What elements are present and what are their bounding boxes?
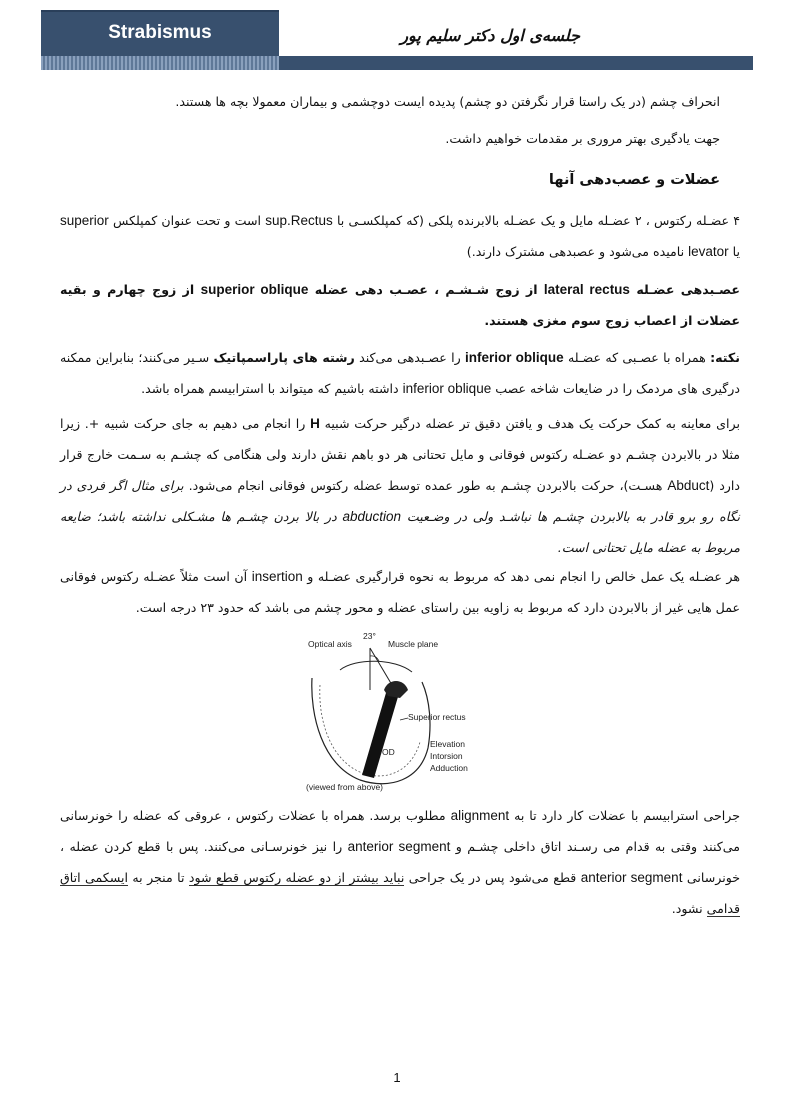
paragraph-innervation: عصـبدهی عضـله lateral rectus از زوج شـشـم ، عصـب دهی عضله superior oblique از زوج چهارم و بقیه عضلات از اعصاب زوج سوم مغزی هستند. — [60, 282, 741, 328]
header-title-box — [41, 10, 279, 58]
superior-rectus-figure — [300, 630, 500, 795]
superior-rectus-muscle — [362, 686, 400, 778]
cornea-curve — [340, 661, 412, 672]
label-od: OD — [382, 747, 395, 757]
paragraph-intro: انحراف چشم (در یک راستا قرار نگرفتن دو چشم) پدیده ایست دوچشمی و بیماران معمولا بچه ها هستند. — [175, 94, 720, 109]
paragraph-muscles: ۴ عضـله رکتوس ، ۲ عضـله مایل و یک عضـله بالابرنده پلکی (که کمپلکسـی با sup.Rectus است و تحت عنوان کمپلکس superior یا levator نامیده می‌شود و عصبدهی مشترک دارند.) — [60, 213, 741, 259]
label-optical-axis: Optical axis — [308, 639, 352, 649]
paragraph-examination: برای معاینه به کمک حرکت یک هدف و یافتن دقیق تر عضله درگیر حرکت شبیه H را انجام می دهیم به جای حرکت شبیه +. زیرا مثلا در بالابردن چشـم دو عضـله رکتوس فوقانی و مایل تحتانی هر دو باهم نقش دارند ولی هنگامی که چشـم به سـمت خارج قرار دارد (Abduct هسـت)، حرکت بالابردن چشـم به طور عمده توسط عضله رکتوس فوقانی انجام می‌شود. برای مثال اگر فردی در نگاه رو برو قادر به بالابردن چشـم ها نباشـد ولی در وضـعیت abduction در بالا بردن چشـم ها مشـکلی نداشته باشد؛ ضایعه مربوط به عضله مایل تحتانی است. — [60, 416, 740, 555]
label-muscle-plane: Muscle plane — [388, 639, 439, 649]
muscle-pointer — [400, 718, 408, 720]
label-adduction: Adduction — [430, 763, 468, 773]
session-title: جلسه‌ی اول دکتر سلیم پور — [400, 26, 580, 45]
paragraph-note: نکته: همراه با عصـبی که عضـله inferior oblique را عصـبدهی می‌کند رشته های پاراسمپاتیک سـیر می‌کنند؛ بنابراین ممکنه درگیری های مردمک را در ضایعات شاخه عصب inferior oblique داشته باشیم که میتواند با استرابیسم همراه باشد. — [60, 350, 740, 396]
page-number: 1 — [393, 1070, 401, 1085]
label-angle: 23° — [363, 631, 376, 641]
label-intorsion: Intorsion — [430, 751, 463, 761]
label-viewed: (viewed from above) — [306, 782, 384, 792]
paragraph-insertion: هر عضـله یک عمل خالص را انجام نمی دهد که مربوط به نحوه قرارگیری عضـله و insertion آن است مثلاً عضـله رکتوس فوقانی عمل هایی غیر از بالابردن دارد که مربوط به زاویه بین راستای عضله و محور چشم می باشد که حدود ۲۳ درجه است. — [60, 569, 740, 615]
paragraph-surgery: جراحی استرابیسم با عضلات کار دارد تا به alignment مطلوب برسد. همراه با عضلات رکتوس ، عروقی که عضله را خونرسانی می‌کنند وقتی به قدام می رسـند اتاق داخلی چشـم و anterior segment را نیز خونرسـانی می‌کنند. پس با قطع کردن عضله ، خونرسانی anterior segment قطع می‌شود پس در یک جراحی نباید بیشتر از دو عضله رکتوس قطع شود تا منجر به ایسکمی اتاق قدامی نشود. — [60, 808, 740, 916]
label-elevation: Elevation — [430, 739, 465, 749]
section-heading: عضلات و عصب‌دهی آنها — [548, 172, 720, 188]
paragraph-review: جهت یادگیری بهتر مروری بر مقدمات خواهیم داشت. — [445, 131, 720, 146]
header-title: Strabismus — [108, 22, 212, 43]
label-superior-rectus: Superior rectus — [408, 712, 466, 722]
muscle-plane-line — [370, 648, 392, 685]
header-bar-pattern — [41, 56, 279, 70]
